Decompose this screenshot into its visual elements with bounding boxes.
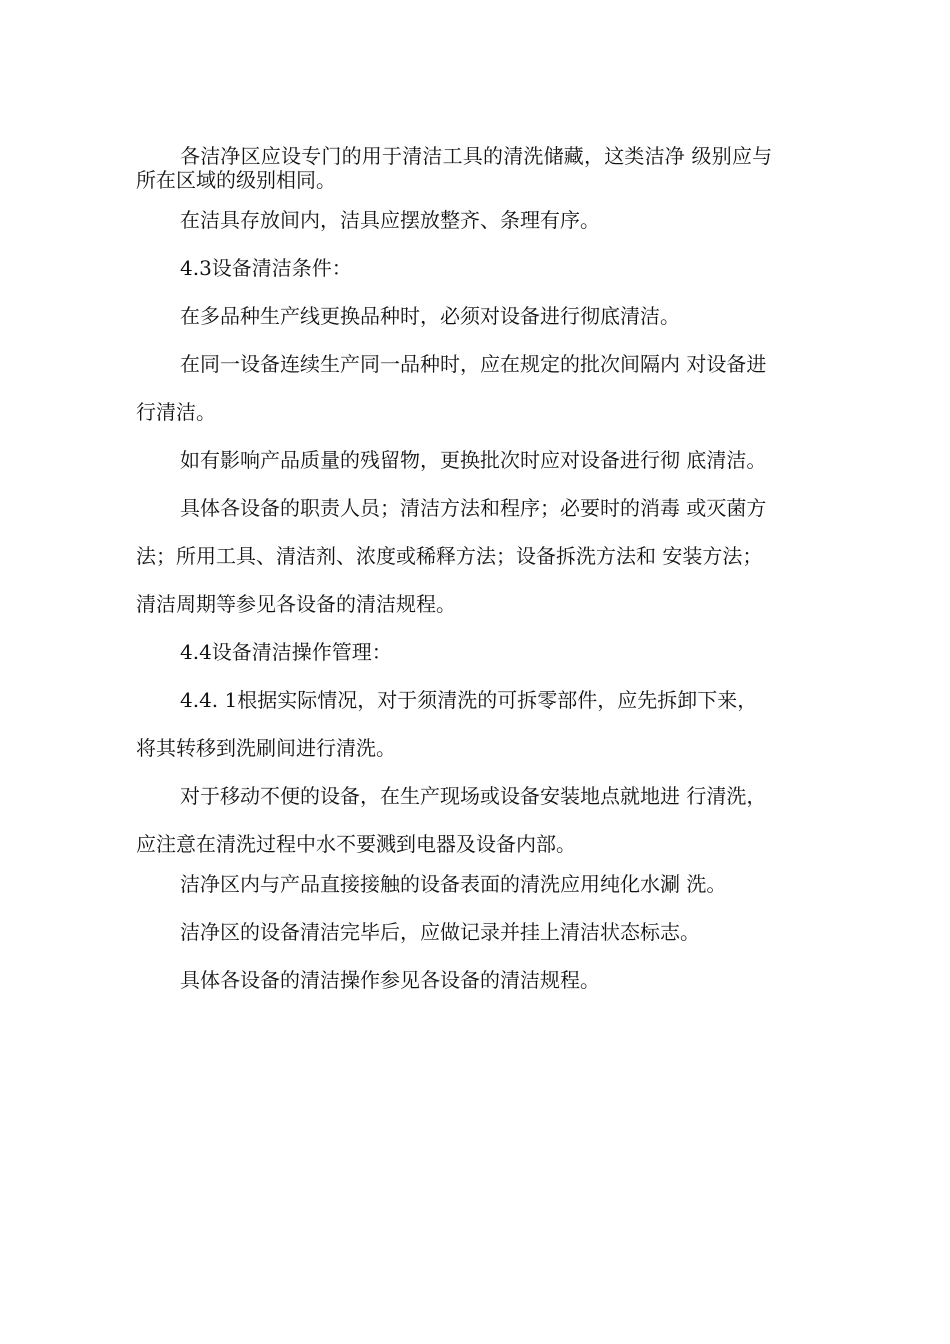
text-line: 对于移动不便的设备，在生产现场或设备安装地点就地进 行清洗， <box>180 784 767 808</box>
paragraph-cleaning-tool-storage <box>136 144 826 192</box>
text-line: 将其转移到洗刷间进行清洗。 <box>136 736 396 760</box>
paragraph-tool-room-order <box>136 208 826 232</box>
text-line: 4.4. 1根据实际情况，对于须清洗的可拆零部件，应先拆卸下来， <box>180 688 758 712</box>
paragraph-cleaning-procedures <box>136 496 826 616</box>
text-line: 各洁净区应设专门的用于清洁工具的清洗储藏，这类洁净 级别应与 <box>180 144 773 168</box>
text-line: 4.4设备清洁操作管理： <box>180 640 392 664</box>
paragraph-cleaning-reference <box>136 968 826 992</box>
text-line: 具体各设备的职责人员；清洁方法和程序；必要时的消毒 或灭菌方 <box>180 496 767 520</box>
text-line: 洁净区的设备清洁完毕后，应做记录并挂上清洁状态标志。 <box>180 920 700 944</box>
paragraph-4-4-1-removable-parts <box>136 688 826 760</box>
text-line: 4.3设备清洁条件： <box>180 256 352 280</box>
text-line: 在多品种生产线更换品种时，必须对设备进行彻底清洁。 <box>180 304 680 328</box>
paragraph-batch-interval-cleaning <box>136 352 826 424</box>
text-line: 应注意在清洗过程中水不要溅到电器及设备内部。 <box>136 832 576 856</box>
text-line: 清洁周期等参见各设备的清洁规程。 <box>136 592 456 616</box>
text-line: 法；所用工具、清洁剂、浓度或稀释方法；设备拆洗方法和 安装方法； <box>136 544 763 568</box>
text-line: 如有影响产品质量的残留物，更换批次时应对设备进行彻 底清洁。 <box>180 448 767 472</box>
text-line: 具体各设备的清洁操作参见各设备的清洁规程。 <box>180 968 600 992</box>
text-line: 在洁具存放间内，洁具应摆放整齐、条理有序。 <box>180 208 600 232</box>
section-heading-4-3 <box>136 256 826 280</box>
paragraph-residue-cleaning <box>136 448 826 472</box>
text-line: 在同一设备连续生产同一品种时，应在规定的批次间隔内 对设备进 <box>180 352 767 376</box>
text-line: 所在区域的级别相同。 <box>136 168 336 192</box>
section-heading-4-4 <box>136 640 826 664</box>
paragraph-purified-water-rinse <box>136 872 826 896</box>
paragraph-cleaning-record <box>136 920 826 944</box>
text-line: 行清洁。 <box>136 400 216 424</box>
paragraph-onsite-cleaning <box>136 784 826 856</box>
paragraph-product-change-cleaning <box>136 304 826 328</box>
text-line: 洁净区内与产品直接接触的设备表面的清洗应用纯化水涮 洗。 <box>180 872 727 896</box>
